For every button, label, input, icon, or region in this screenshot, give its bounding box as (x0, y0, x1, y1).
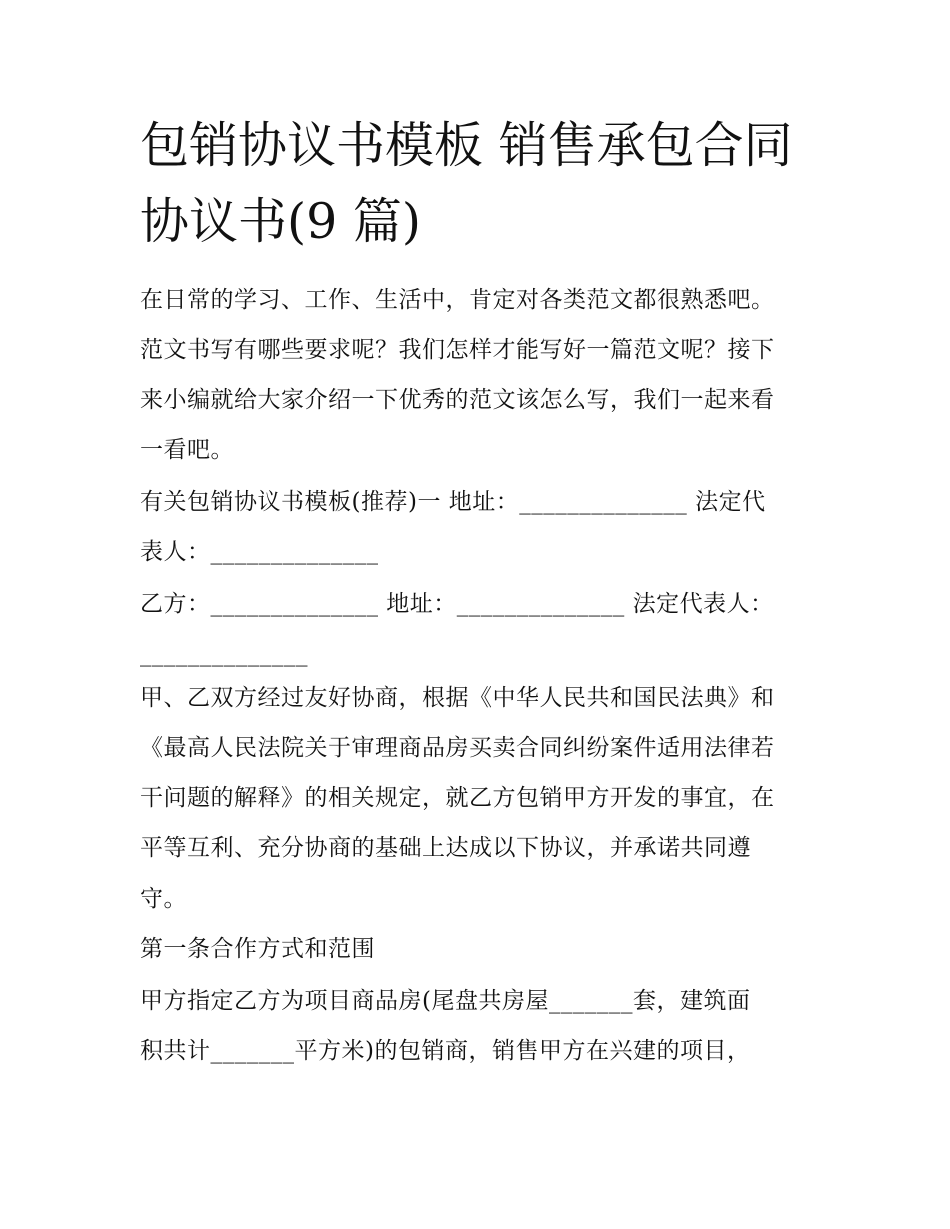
text-line: 表人：______________ (140, 539, 379, 565)
text-line: 范文书写有哪些要求呢？我们怎样才能写好一篇范文呢？接下 (140, 337, 775, 363)
text-line: 乙方：______________ 地址：______________ 法定代表人： (140, 591, 774, 617)
text-line: ______________ (140, 641, 308, 667)
title-line-1: 包销协议书模板 销售承包合同 (140, 117, 793, 174)
section-heading: 第一条合作方式和范围 (140, 936, 375, 962)
text-line: 守。 (140, 886, 187, 912)
text-line: 积共计_______平方米)的包销商，销售甲方在兴建的项目， (140, 1038, 751, 1064)
text-line: 来小编就给大家介绍一下优秀的范文该怎么写，我们一起来看 (140, 387, 775, 413)
text-line: 干问题的解释》的相关规定，就乙方包销甲方开发的事宜，在 (140, 785, 775, 811)
text-line: 《最高人民法院关于审理商品房买卖合同纠纷案件适用法律若 (140, 735, 775, 761)
text-line: 一看吧。 (140, 437, 234, 463)
text-line: 甲、乙双方经过友好协商，根据《中华人民共和国民法典》和 (140, 685, 775, 711)
title-line-2: 协议书(9 篇) (140, 193, 421, 250)
document-title (140, 108, 840, 260)
text-line: 平等互利、充分协商的基础上达成以下协议，并承诺共同遵 (140, 835, 751, 861)
text-line: 有关包销协议书模板(推荐)一 地址：______________ 法定代 (140, 489, 766, 515)
text-line: 甲方指定乙方为项目商品房(尾盘共房屋_______套，建筑面 (140, 988, 751, 1014)
text-line: 在日常的学习、工作、生活中，肯定对各类范文都很熟悉吧。 (140, 287, 775, 313)
